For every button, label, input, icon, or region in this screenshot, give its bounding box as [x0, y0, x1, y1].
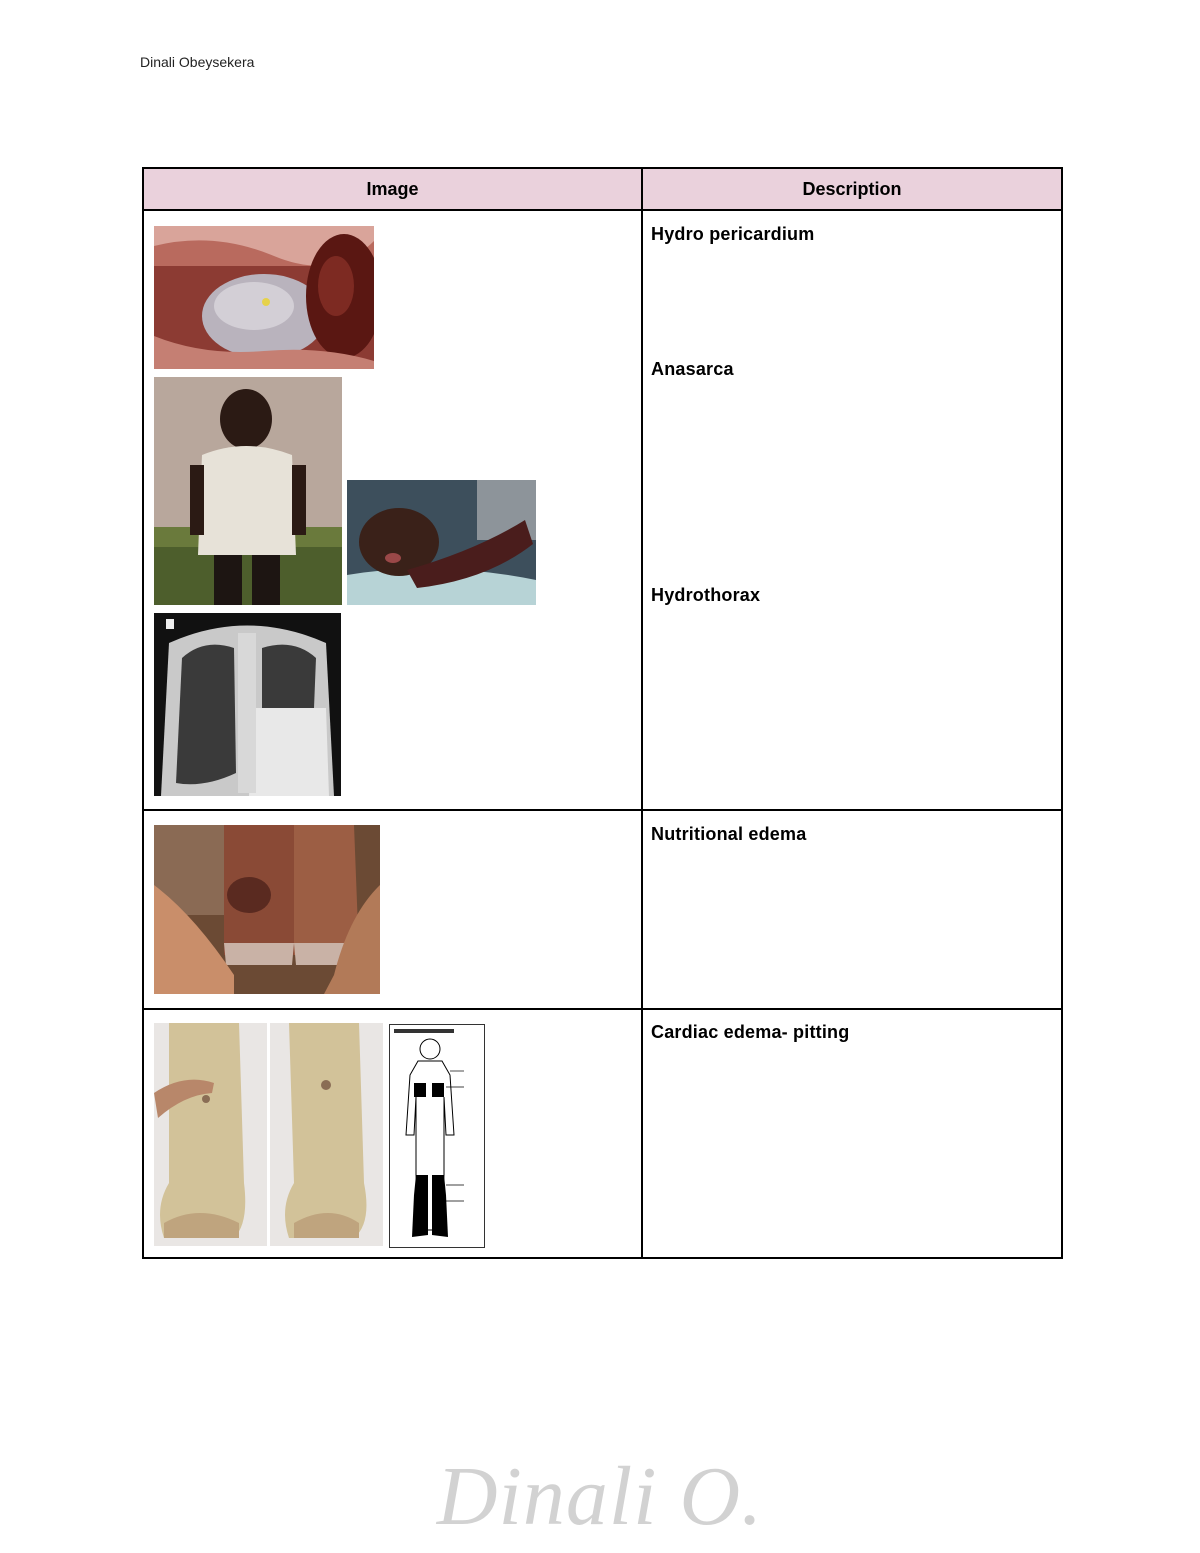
table-header-row — [143, 168, 1062, 210]
anasarca-child-lying-photo — [347, 480, 536, 605]
table-row — [143, 210, 1062, 810]
author-name: Dinali Obeysekera — [140, 54, 255, 70]
label-anasarca: Anasarca — [651, 359, 734, 379]
label-nutritional-edema: Nutritional edema — [651, 824, 807, 844]
table-row — [143, 810, 1062, 1009]
watermark: Dinali O. — [436, 1450, 764, 1543]
column-header-description: Description — [642, 168, 1062, 210]
congestive-heart-failure-diagram — [389, 1024, 485, 1248]
anasarca-child-photo — [154, 377, 342, 605]
description-cell — [642, 1009, 1062, 1258]
nutritional-edema-feet-photo — [154, 825, 380, 994]
image-cell — [143, 210, 642, 810]
image-cell — [143, 810, 642, 1009]
hydrothorax-xray-image — [154, 613, 341, 796]
description-cell — [642, 810, 1062, 1009]
label-cardiac-edema: Cardiac edema- pitting — [651, 1022, 850, 1042]
cardiac-edema-legs-photo — [154, 1023, 383, 1246]
edema-table — [142, 167, 1063, 1259]
table-row — [143, 1009, 1062, 1258]
description-cell — [642, 210, 1062, 810]
image-cell — [143, 1009, 642, 1258]
label-hydrothorax: Hydrothorax — [651, 585, 761, 605]
hydropericardium-photo — [154, 226, 374, 369]
label-hydro-pericardium: Hydro pericardium — [651, 224, 815, 244]
column-header-image: Image — [143, 168, 642, 210]
